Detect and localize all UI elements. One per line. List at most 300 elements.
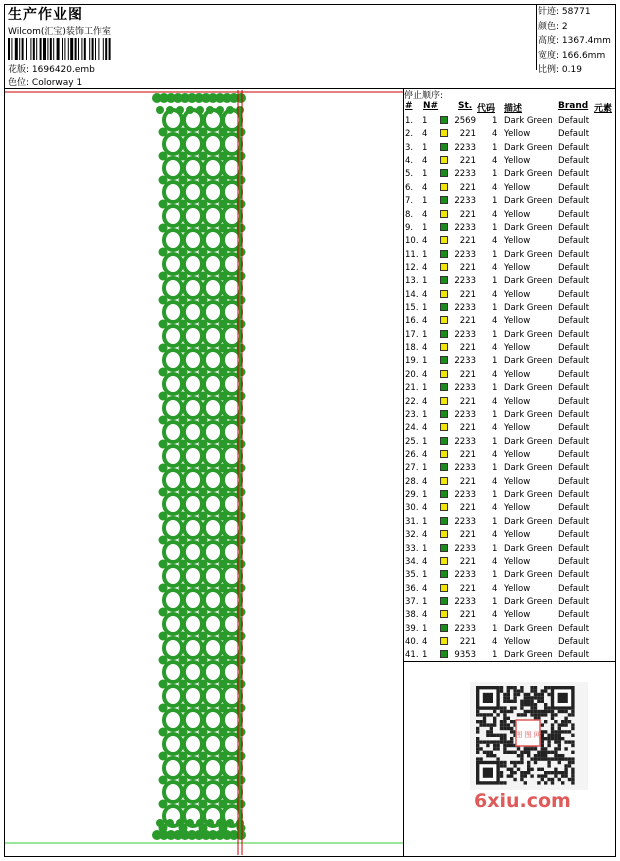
row-no: 1 <box>422 516 428 527</box>
lattice-ring <box>204 206 222 226</box>
lattice-ring <box>204 158 222 178</box>
header-divider <box>4 88 616 89</box>
row-code: 4 <box>492 129 498 140</box>
row-brand: Default <box>558 650 590 661</box>
table-row <box>404 155 616 168</box>
row-desc: Yellow <box>504 556 531 567</box>
lattice-ring <box>204 566 222 586</box>
row-seq: 38. <box>405 610 419 621</box>
row-seq: 11. <box>405 249 419 260</box>
table-row <box>404 168 616 181</box>
row-no: 1 <box>422 356 428 367</box>
row-brand: Default <box>558 169 590 180</box>
lattice-ring <box>164 542 182 562</box>
lattice-ring <box>184 350 202 370</box>
stat-height: 高度: 1367.4mm <box>538 36 611 46</box>
table-row <box>404 315 616 328</box>
row-desc: Dark Green <box>504 303 553 314</box>
table-row <box>404 195 616 208</box>
row-brand: Default <box>558 623 590 634</box>
row-st: 221 <box>459 236 476 247</box>
qr-badge-text: 图 图 网 <box>515 731 541 739</box>
row-desc: Dark Green <box>504 409 553 420</box>
row-no: 1 <box>422 196 428 207</box>
lattice-ring <box>184 374 202 394</box>
row-code: 4 <box>492 530 498 541</box>
color-swatch <box>440 584 448 592</box>
row-brand: Default <box>558 530 590 541</box>
row-brand: Default <box>558 583 590 594</box>
row-seq: 34. <box>405 556 419 567</box>
lattice-ring <box>184 302 202 322</box>
row-seq: 41. <box>405 650 419 661</box>
color-swatch <box>440 637 448 645</box>
row-brand: Default <box>558 222 590 233</box>
row-no: 1 <box>422 329 428 340</box>
row-no: 1 <box>422 543 428 554</box>
row-no: 1 <box>422 596 428 607</box>
row-seq: 39. <box>405 623 419 634</box>
color-swatch <box>440 503 448 511</box>
row-brand: Default <box>558 409 590 420</box>
row-seq: 14. <box>405 289 419 300</box>
lattice-ring <box>184 518 202 538</box>
row-code: 1 <box>492 436 498 447</box>
lattice-ring <box>164 134 182 154</box>
lattice-ring <box>184 590 202 610</box>
row-st: 221 <box>459 209 476 220</box>
row-no: 4 <box>422 396 428 407</box>
row-no: 1 <box>422 409 428 420</box>
table-row <box>404 596 616 609</box>
row-brand: Default <box>558 329 590 340</box>
row-brand: Default <box>558 262 590 273</box>
row-desc: Dark Green <box>504 142 553 153</box>
row-brand: Default <box>558 343 590 354</box>
row-seq: 33. <box>405 543 419 554</box>
row-desc: Dark Green <box>504 463 553 474</box>
lattice-ring <box>184 494 202 514</box>
table-row <box>404 436 616 449</box>
row-no: 4 <box>422 637 428 648</box>
row-no: 1 <box>422 623 428 634</box>
design-file-row <box>8 62 95 75</box>
lattice-ring <box>164 158 182 178</box>
row-st: 221 <box>459 556 476 567</box>
lattice-ring <box>184 614 202 634</box>
table-row <box>404 128 616 141</box>
row-brand: Default <box>558 543 590 554</box>
row-st: 2233 <box>454 436 476 447</box>
table-row <box>404 209 616 222</box>
row-code: 4 <box>492 583 498 594</box>
lattice-ring <box>184 398 202 418</box>
lattice-ring <box>164 782 182 802</box>
barcode <box>8 38 140 60</box>
row-st: 2233 <box>454 490 476 501</box>
row-desc: Dark Green <box>504 169 553 180</box>
table-row <box>404 182 616 195</box>
colorway-name: Colorway 1 <box>31 78 83 88</box>
row-no: 1 <box>422 169 428 180</box>
stitch-mark <box>179 824 188 833</box>
row-no: 1 <box>422 463 428 474</box>
row-code: 1 <box>492 169 498 180</box>
lattice-ring <box>184 710 202 730</box>
color-swatch <box>440 210 448 218</box>
row-no: 4 <box>422 476 428 487</box>
lattice-ring <box>184 662 202 682</box>
row-no: 4 <box>422 610 428 621</box>
row-code: 1 <box>492 463 498 474</box>
color-swatch <box>440 517 448 525</box>
row-no: 4 <box>422 182 428 193</box>
row-brand: Default <box>558 316 590 327</box>
row-desc: Yellow <box>504 343 531 354</box>
row-st: 2233 <box>454 303 476 314</box>
row-code: 4 <box>492 316 498 327</box>
row-st: 2569 <box>454 116 476 126</box>
row-brand: Default <box>558 503 590 514</box>
row-code: 4 <box>492 556 498 567</box>
color-swatch <box>440 570 448 578</box>
row-st: 2233 <box>454 276 476 287</box>
row-desc: Dark Green <box>504 490 553 501</box>
lattice-ring <box>164 350 182 370</box>
row-code: 4 <box>492 209 498 220</box>
lattice-ring <box>204 230 222 250</box>
row-code: 4 <box>492 369 498 380</box>
color-swatch <box>440 397 448 405</box>
table-row <box>404 516 616 529</box>
row-desc: Dark Green <box>504 623 553 634</box>
lattice-ring <box>164 662 182 682</box>
row-code: 4 <box>492 637 498 648</box>
color-swatch <box>440 463 448 471</box>
row-no: 4 <box>422 423 428 434</box>
row-brand: Default <box>558 556 590 567</box>
row-seq: 23. <box>405 409 419 420</box>
row-brand: Default <box>558 356 590 367</box>
stat-stitches: 针迹: 58771 <box>538 7 591 17</box>
lattice-ring <box>164 470 182 490</box>
row-code: 1 <box>492 142 498 153</box>
color-swatch <box>440 423 448 431</box>
row-brand: Default <box>558 463 590 474</box>
col-desc: 描述 <box>504 104 523 114</box>
row-code: 4 <box>492 423 498 434</box>
row-st: 2233 <box>454 516 476 527</box>
lattice-ring <box>184 134 202 154</box>
stitch-mark <box>219 824 228 833</box>
row-st: 2233 <box>454 596 476 607</box>
color-swatch <box>440 156 448 164</box>
table-row <box>404 222 616 235</box>
col-no: N# <box>423 101 439 111</box>
table-row <box>404 623 616 636</box>
row-brand: Default <box>558 116 590 126</box>
row-seq: 10. <box>405 236 419 247</box>
lattice-ring <box>204 542 222 562</box>
row-no: 4 <box>422 583 428 594</box>
row-desc: Yellow <box>504 262 531 273</box>
lattice-ring <box>204 446 222 466</box>
row-no: 4 <box>422 530 428 541</box>
row-st: 2233 <box>454 543 476 554</box>
row-seq: 8. <box>405 209 414 220</box>
row-st: 221 <box>459 450 476 460</box>
design-file-label: 花版: <box>8 65 30 75</box>
row-brand: Default <box>558 249 590 260</box>
color-swatch <box>440 437 448 445</box>
row-st: 221 <box>459 476 476 487</box>
row-no: 4 <box>422 289 428 300</box>
row-seq: 9. <box>405 222 414 233</box>
lattice-ring <box>204 278 222 298</box>
table-row <box>404 302 616 315</box>
lattice-ring <box>184 470 202 490</box>
col-seq: # <box>405 101 413 111</box>
lattice-ring <box>204 398 222 418</box>
row-code: 1 <box>492 196 498 207</box>
table-row <box>404 275 616 288</box>
table-row <box>404 409 616 422</box>
lattice-ring <box>164 494 182 514</box>
lattice-ring <box>184 158 202 178</box>
lattice-ring <box>204 350 222 370</box>
row-desc: Dark Green <box>504 249 553 260</box>
row-brand: Default <box>558 209 590 220</box>
lattice-ring <box>204 494 222 514</box>
row-st: 2233 <box>454 463 476 474</box>
row-seq: 31. <box>405 516 419 527</box>
row-seq: 20. <box>405 369 419 380</box>
row-no: 1 <box>422 276 428 287</box>
table-row <box>404 262 616 275</box>
table-row <box>404 609 616 622</box>
lattice-ring <box>184 734 202 754</box>
row-seq: 15. <box>405 303 419 314</box>
lattice-ring <box>164 302 182 322</box>
row-no: 1 <box>422 142 428 153</box>
row-no: 4 <box>422 450 428 460</box>
color-swatch <box>440 196 448 204</box>
color-swatch <box>440 169 448 177</box>
row-st: 221 <box>459 129 476 140</box>
color-swatch <box>440 530 448 538</box>
lattice-ring <box>164 758 182 778</box>
col-st: St. <box>458 101 473 111</box>
lattice-ring <box>164 206 182 226</box>
row-brand: Default <box>558 490 590 501</box>
lattice-ring <box>204 590 222 610</box>
row-no: 4 <box>422 236 428 247</box>
lattice-ring <box>184 278 202 298</box>
stitch-mark <box>159 824 168 833</box>
row-seq: 7. <box>405 196 414 207</box>
color-swatch <box>440 263 448 271</box>
lattice-ring <box>164 326 182 346</box>
row-desc: Dark Green <box>504 543 553 554</box>
row-no: 4 <box>422 156 428 167</box>
row-code: 1 <box>492 383 498 394</box>
row-brand: Default <box>558 476 590 487</box>
lattice-ring <box>184 686 202 706</box>
color-swatch <box>440 116 448 124</box>
row-desc: Yellow <box>504 289 531 300</box>
row-brand: Default <box>558 596 590 607</box>
row-seq: 32. <box>405 530 419 541</box>
row-desc: Yellow <box>504 182 531 193</box>
lattice-ring <box>164 590 182 610</box>
row-desc: Yellow <box>504 476 531 487</box>
row-desc: Yellow <box>504 530 531 541</box>
row-seq: 21. <box>405 383 419 394</box>
color-swatch <box>440 557 448 565</box>
row-st: 2233 <box>454 570 476 581</box>
table-row <box>404 489 616 502</box>
row-st: 221 <box>459 156 476 167</box>
row-code: 4 <box>492 289 498 300</box>
row-brand: Default <box>558 303 590 314</box>
row-no: 1 <box>422 222 428 233</box>
row-seq: 30. <box>405 503 419 514</box>
row-desc: Yellow <box>504 236 531 247</box>
row-desc: Yellow <box>504 583 531 594</box>
row-desc: Yellow <box>504 156 531 167</box>
row-st: 9353 <box>454 650 476 661</box>
table-row <box>404 583 616 596</box>
row-code: 4 <box>492 396 498 407</box>
colorway-label: 色位: <box>8 78 30 88</box>
row-desc: Yellow <box>504 450 531 460</box>
table-row <box>404 355 616 368</box>
row-st: 2233 <box>454 409 476 420</box>
stitch-mark <box>199 824 208 833</box>
row-brand: Default <box>558 236 590 247</box>
lattice-ring <box>164 566 182 586</box>
table-row <box>404 529 616 542</box>
table-row <box>404 115 616 128</box>
row-st: 221 <box>459 396 476 407</box>
color-swatch <box>440 597 448 605</box>
lattice-ring <box>164 614 182 634</box>
lattice-ring <box>164 278 182 298</box>
row-st: 221 <box>459 423 476 434</box>
row-desc: Yellow <box>504 503 531 514</box>
lattice-ring <box>204 326 222 346</box>
lattice-ring <box>204 110 222 130</box>
lattice-ring <box>204 662 222 682</box>
row-no: 1 <box>422 383 428 394</box>
row-code: 4 <box>492 503 498 514</box>
row-no: 1 <box>422 116 428 126</box>
lattice-ring <box>164 110 182 130</box>
lattice-ring <box>164 518 182 538</box>
row-st: 2233 <box>454 383 476 394</box>
row-code: 1 <box>492 516 498 527</box>
row-desc: Yellow <box>504 423 531 434</box>
row-st: 2233 <box>454 249 476 260</box>
table-row <box>404 462 616 475</box>
row-no: 4 <box>422 129 428 140</box>
row-code: 1 <box>492 596 498 607</box>
lattice-ring <box>204 710 222 730</box>
design-file-name: 1696420.emb <box>31 65 95 75</box>
row-brand: Default <box>558 156 590 167</box>
row-seq: 36. <box>405 583 419 594</box>
color-swatch <box>440 303 448 311</box>
color-swatch <box>440 356 448 364</box>
stop-sequence-title: 停止顺序: <box>404 91 444 101</box>
lattice-ring <box>204 470 222 490</box>
row-st: 221 <box>459 316 476 327</box>
lattice-ring <box>184 182 202 202</box>
row-brand: Default <box>558 369 590 380</box>
embroidery-preview <box>5 90 403 855</box>
lattice-ring <box>204 686 222 706</box>
row-code: 4 <box>492 262 498 273</box>
row-desc: Yellow <box>504 369 531 380</box>
row-st: 2233 <box>454 623 476 634</box>
row-seq: 5. <box>405 169 414 180</box>
row-seq: 37. <box>405 596 419 607</box>
row-seq: 19. <box>405 356 419 367</box>
row-desc: Yellow <box>504 610 531 621</box>
table-row <box>404 289 616 302</box>
row-code: 1 <box>492 303 498 314</box>
lattice-ring <box>164 710 182 730</box>
row-no: 1 <box>422 436 428 447</box>
lattice-ring <box>164 422 182 442</box>
color-swatch <box>440 370 448 378</box>
row-code: 1 <box>492 249 498 260</box>
lattice-ring <box>184 542 202 562</box>
qr-code <box>470 682 588 800</box>
row-no: 4 <box>422 343 428 354</box>
color-swatch <box>440 450 448 458</box>
row-no: 4 <box>422 262 428 273</box>
row-seq: 27. <box>405 463 419 474</box>
row-st: 221 <box>459 637 476 648</box>
color-swatch <box>440 383 448 391</box>
row-seq: 18. <box>405 343 419 354</box>
row-seq: 24. <box>405 423 419 434</box>
table-row <box>404 235 616 248</box>
row-no: 4 <box>422 316 428 327</box>
stats-divider <box>536 4 537 70</box>
row-seq: 13. <box>405 276 419 287</box>
lattice-ring <box>164 254 182 274</box>
table-row <box>404 476 616 489</box>
row-code: 4 <box>492 476 498 487</box>
lattice-ring <box>204 614 222 634</box>
row-code: 1 <box>492 356 498 367</box>
row-brand: Default <box>558 610 590 621</box>
row-st: 2233 <box>454 169 476 180</box>
table-row <box>404 556 616 569</box>
table-row <box>404 329 616 342</box>
row-desc: Dark Green <box>504 356 553 367</box>
lattice-ring <box>204 254 222 274</box>
lattice-ring <box>164 398 182 418</box>
row-brand: Default <box>558 637 590 648</box>
row-no: 1 <box>422 249 428 260</box>
row-seq: 17. <box>405 329 419 340</box>
row-code: 1 <box>492 116 498 126</box>
lattice-ring <box>184 326 202 346</box>
row-no: 4 <box>422 209 428 220</box>
